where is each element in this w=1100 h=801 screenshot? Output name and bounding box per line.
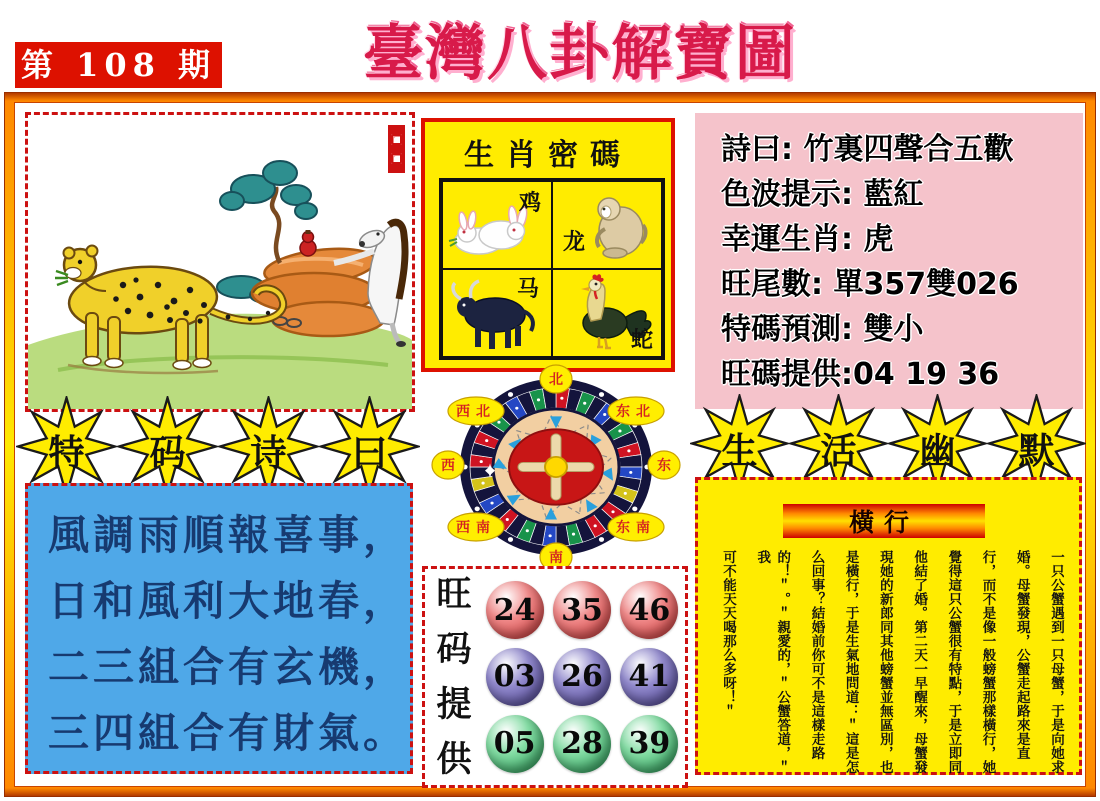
special-code-poem-panel — [25, 483, 413, 774]
zodiac-cell-rooster — [552, 269, 662, 357]
humor-story-panel — [695, 477, 1082, 775]
tip-line: 詩曰: 竹裏四聲合五歡 — [721, 132, 1014, 167]
zodiac-cell-rabbits — [442, 181, 552, 269]
label-char: 供 — [436, 739, 472, 780]
header-char: 曰 — [351, 431, 388, 474]
label-char: 码 — [436, 629, 472, 670]
svg-text:西北: 西北 — [456, 404, 496, 420]
page-title: 臺灣八卦解寶圖 — [363, 19, 797, 89]
story-title-banner: 橫行 — [783, 504, 985, 538]
header-char: 特 — [48, 431, 85, 474]
zodiac-cell-label: 马 — [516, 276, 539, 302]
zodiac-code-panel — [421, 118, 675, 372]
story-column: 覺得這只公蟹很有特點，于是立即同 — [945, 550, 962, 774]
poem-line: 三四組合有財氣。 — [48, 709, 408, 757]
story-column: 的！＂。＂親愛的，＂公蟹答道，＂我 — [754, 550, 791, 774]
header-char: 幽 — [919, 429, 956, 472]
svg-text:西南: 西南 — [456, 520, 496, 536]
lucky-numbers-label — [433, 574, 475, 780]
leopard-painting-panel — [25, 112, 415, 412]
svg-text:北: 北 — [549, 372, 563, 388]
number-ball: 28 — [553, 715, 611, 773]
number-ball: 26 — [553, 648, 611, 706]
issue-number-badge: 第 108 期 — [15, 42, 222, 88]
header-char: 码 — [149, 431, 186, 474]
svg-text:西: 西 — [441, 458, 455, 474]
story-column: 行，而不是像一般螃蟹那樣橫行，她 — [979, 550, 996, 774]
svg-text:南: 南 — [549, 550, 563, 566]
zodiac-panel-title: 生肖密碼 — [464, 138, 632, 173]
tip-line: 旺尾數: 單357雙026 — [721, 267, 1019, 302]
number-ball: 41 — [620, 648, 678, 706]
number-ball: 39 — [620, 715, 678, 773]
header-char: 诗 — [250, 431, 287, 474]
story-columns — [718, 550, 1066, 776]
zodiac-cell-label: 鸡 — [518, 190, 541, 216]
story-column: 么回事？結婚前你可不是這樣走路 — [808, 550, 825, 760]
tip-line: 特碼預測: 雙小 — [721, 312, 924, 347]
header-char: 活 — [820, 429, 857, 472]
story-column: 現她的新郎同其他螃蟹並無區別，也 — [876, 550, 893, 774]
story-column: 一只公蟹遇到一只母蟹，于是向她求 — [1047, 550, 1064, 774]
label-char: 旺 — [436, 574, 472, 615]
story-column: 可不能天天喝那么多呀！＂ — [720, 550, 736, 718]
svg-text:东北: 东北 — [616, 404, 656, 420]
leopard-horse-painting — [28, 115, 412, 409]
zodiac-cell-label: 蛇 — [630, 327, 653, 353]
seal-icon — [388, 125, 405, 173]
number-ball: 24 — [486, 581, 544, 639]
tip-line: 色波提示: 藍紅 — [721, 177, 924, 212]
poem-line: 日和風利大地春， — [48, 577, 408, 625]
number-ball: 05 — [486, 715, 544, 773]
svg-text:东: 东 — [657, 458, 671, 474]
zodiac-cell-monkey — [552, 181, 662, 269]
bagua-wheel — [415, 356, 697, 578]
story-column: 婚。母蟹發現，公蟹走起路來是直 — [1013, 550, 1030, 760]
story-column: 他結了婚。第二天一早醒來，母蟹發 — [911, 550, 928, 774]
lucky-numbers-panel — [422, 566, 688, 788]
tip-line: 旺碼提供:04 19 36 — [721, 357, 1000, 392]
header-char: 默 — [1018, 429, 1055, 472]
zodiac-cell-buffalo — [442, 269, 552, 357]
zodiac-grid — [439, 178, 665, 360]
number-ball: 35 — [553, 581, 611, 639]
number-ball: 03 — [486, 648, 544, 706]
header-char: 生 — [721, 429, 758, 472]
label-char: 提 — [436, 684, 472, 725]
svg-text:东南: 东南 — [616, 520, 656, 536]
poem-line: 二三組合有玄機， — [48, 643, 408, 691]
number-ball: 46 — [620, 581, 678, 639]
story-column: 是橫行，于是生氣地問道：＂這是怎 — [842, 550, 859, 774]
tip-line: 幸運生肖: 虎 — [721, 222, 894, 257]
tips-panel — [695, 113, 1083, 409]
poem-line: 風調雨順報喜事， — [48, 511, 408, 559]
lucky-numbers-grid — [481, 577, 683, 777]
zodiac-cell-label: 龙 — [563, 229, 586, 255]
